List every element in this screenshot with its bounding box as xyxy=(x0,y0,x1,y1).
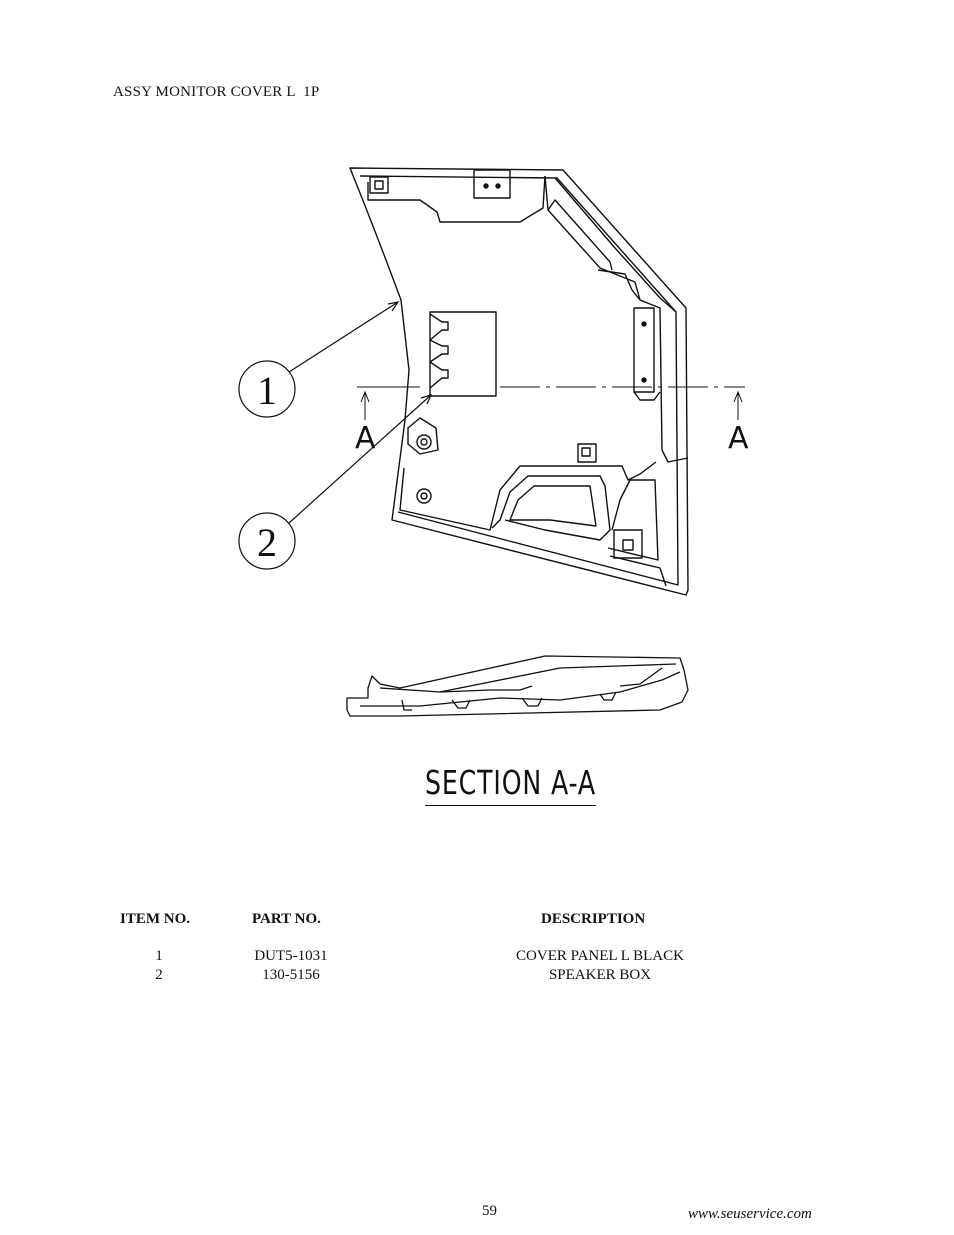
top-boss-center xyxy=(474,170,510,198)
page-number: 59 xyxy=(482,1203,497,1219)
svg-text:1: 1 xyxy=(257,368,277,413)
row-2-part: 130-5156 xyxy=(262,967,320,983)
section-label: SECTION A-A xyxy=(425,763,596,806)
row-1-item: 1 xyxy=(155,948,163,964)
row-2-item: 2 xyxy=(155,967,163,983)
section-marker-right: A xyxy=(728,421,749,456)
section-view xyxy=(347,656,688,716)
row-2-description: SPEAKER BOX xyxy=(548,967,652,983)
document-title: ASSY MONITOR COVER L 1P xyxy=(113,84,320,100)
svg-text:2: 2 xyxy=(257,520,277,565)
column-header-description: DESCRIPTION xyxy=(541,911,646,927)
row-1-part: DUT5-1031 xyxy=(254,948,328,964)
column-header-part: PART NO. xyxy=(252,911,321,927)
section-marker-left: A xyxy=(355,421,376,456)
speaker-box xyxy=(430,312,496,396)
website-link[interactable]: www.seuservice.com xyxy=(688,1206,812,1222)
cover-panel-outline xyxy=(350,168,688,595)
lower-right-boss xyxy=(614,530,642,558)
top-boss-left xyxy=(370,177,388,193)
column-header-item: ITEM NO. xyxy=(120,911,191,927)
row-1-description: COVER PANEL L BLACK xyxy=(516,948,684,964)
